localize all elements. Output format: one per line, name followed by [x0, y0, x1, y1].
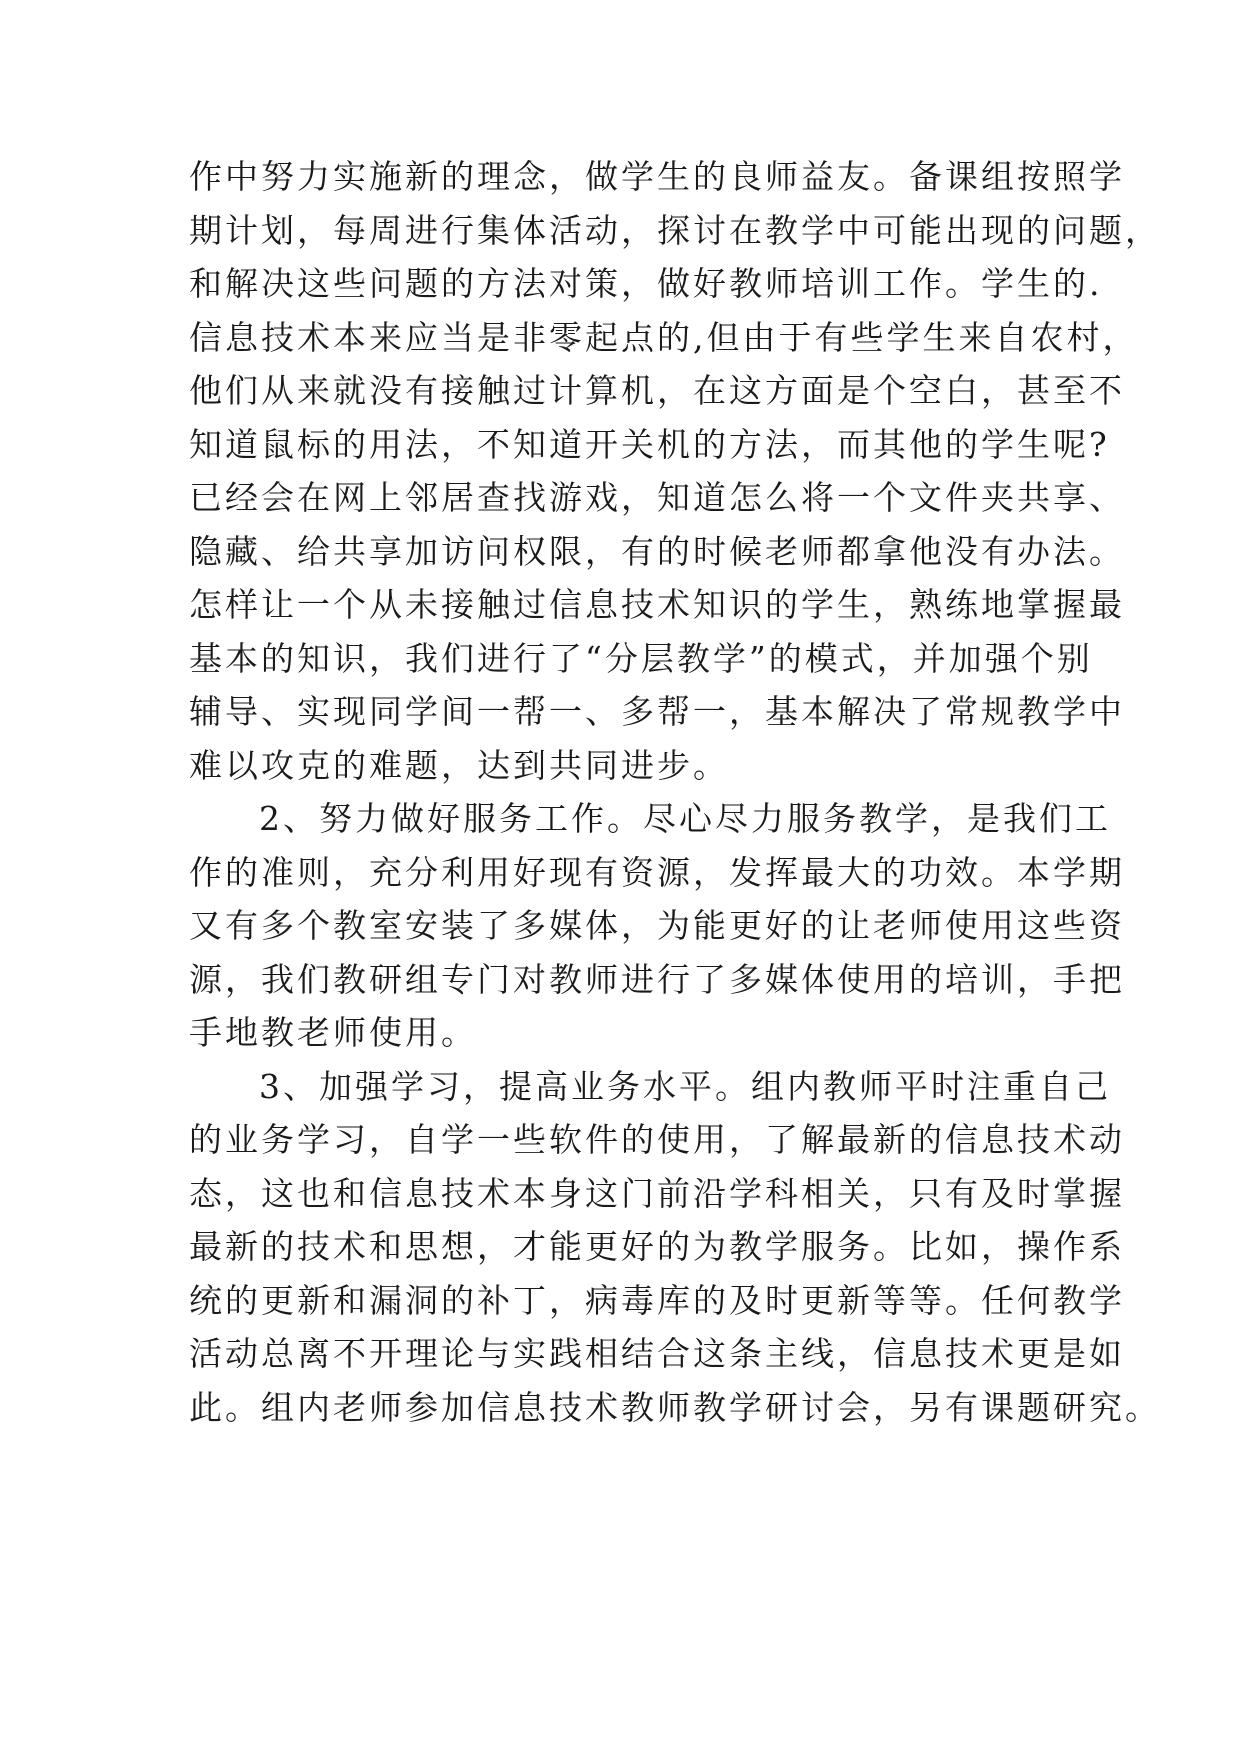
text-line: 隐藏、给共享加访问权限，有的时候老师都拿他没有办法。 [189, 531, 1125, 571]
text-line: 难以攻克的难题，达到共同进步。 [189, 745, 729, 785]
text-line: 态，这也和信息技术本身这门前沿学科相关，只有及时掌握 [189, 1173, 1125, 1213]
text-line: 辅导、实现同学间一帮一、多帮一，基本解决了常规教学中 [189, 692, 1125, 731]
text-line: 作中努力实施新的理念，做学生的良师益友。备课组按照学 [189, 157, 1125, 196]
text-line: 怎样让一个从未接触过信息技术知识的学生，熟练地掌握最 [189, 585, 1125, 624]
text-line: 活动总离不开理论与实践相结合这条主线，信息技术更是如 [189, 1334, 1125, 1373]
text-line: 手地教老师使用。 [189, 1013, 477, 1052]
text-line: 又有多个教室安装了多媒体，为能更好的让老师使用这些资 [189, 906, 1125, 945]
text-line: 已经会在网上邻居查找游戏，知道怎么将一个文件夹共享、 [189, 478, 1125, 517]
paragraph-3-start: 3、加强学习，提高业务水平。组内教师平时注重自己 [259, 1066, 1111, 1106]
text-line: 源，我们教研组专门对教师进行了多媒体使用的培训，手把 [189, 959, 1125, 999]
text-line: 他们从来就没有接触过计算机，在这方面是个空白，甚至不 [189, 371, 1125, 410]
body-text [189, 150, 1161, 1434]
text-line: 期计划，每周进行集体活动，探讨在教学中可能出现的问题， [189, 210, 1161, 250]
paragraph-2-start: 2、努力做好服务工作。尽心尽力服务教学，是我们工 [259, 799, 1111, 838]
text-line: 知道鼠标的用法，不知道开关机的方法，而其他的学生呢? [189, 424, 1110, 464]
text-line: 信息技术本来应当是非零起点的,但由于有些学生来自农村， [189, 317, 1139, 357]
text-line: 作的准则，充分利用好现有资源，发挥最大的功效。本学期 [189, 852, 1125, 892]
text-line: 基本的知识，我们进行了“分层教学”的模式，并加强个别 [189, 638, 1093, 678]
text-line: 此。组内老师参加信息技术教师教学研讨会，另有课题研究。 [189, 1387, 1161, 1427]
text-line: 最新的技术和思想，才能更好的为教学服务。比如，操作系 [189, 1227, 1125, 1266]
text-line: 统的更新和漏洞的补丁，病毒库的及时更新等等。任何教学 [189, 1280, 1125, 1320]
text-line: 和解决这些问题的方法对策，做好教师培训工作。学生的. [189, 264, 1103, 303]
text-line: 的业务学习，自学一些软件的使用，了解最新的信息技术动 [189, 1120, 1125, 1159]
